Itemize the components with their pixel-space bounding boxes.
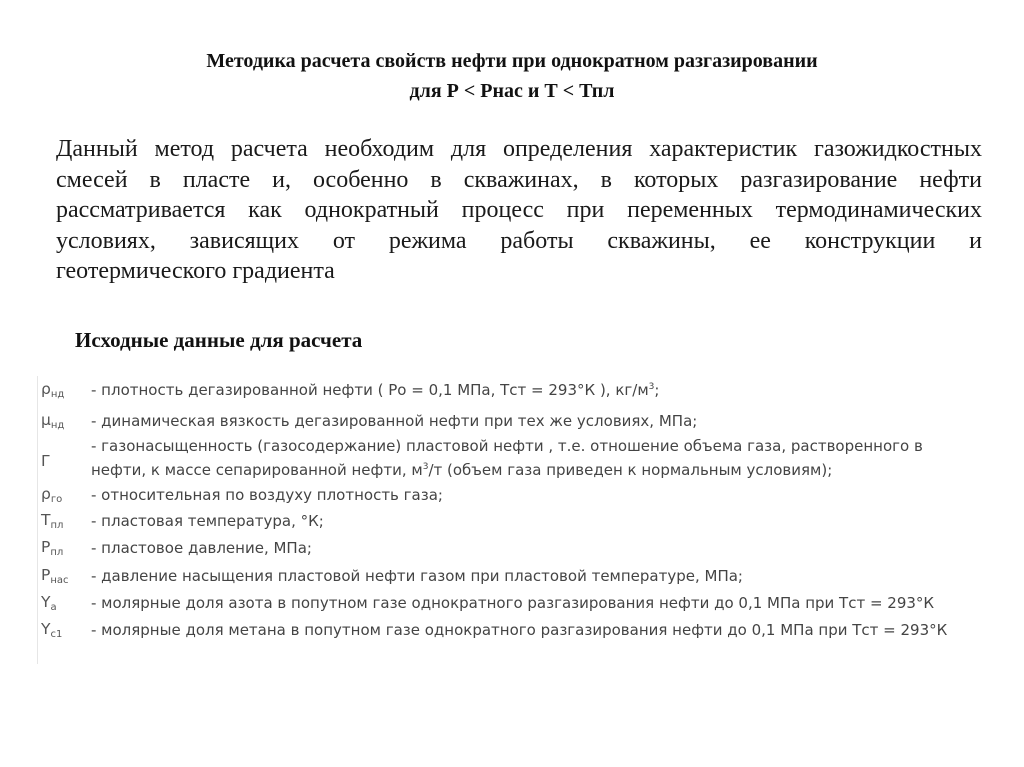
parameter-description-line-2: нефти, к массе сепарированной нефти, $м^3/т$ (объем газа приведен к нормальным условиям); [91,461,833,479]
parameter-symbol: $Р_{нас}$ [41,566,69,586]
title-line-2: для Р < Рнас и Т < Тпл [409,80,615,102]
parameter-list [37,376,988,664]
intro-line: геотермического градиента [56,258,335,284]
parameter-description-line-1: - газонасыщенность (газосодержание) пластовой нефти , т.е. отношение объема газа, растворенного в [91,437,923,455]
intro-paragraph [56,134,982,287]
parameter-symbol: Г [41,452,51,470]
parameter-description: - пластовая температура, °К; [91,512,324,530]
parameter-symbol: $\mu_{нд}$ [41,411,65,431]
intro-line: Данный метод расчета необходим для определения характеристик газожидкостных [56,136,982,162]
intro-line: условиях, зависящих от режима работы скважины, ее конструкции и [56,227,982,254]
parameter-description: - молярные доля азота в попутном газе однократного разгазирования нефти до 0,1 МПа при Тст = 293°К [91,594,935,612]
parameter-description: - плотность дегазированной нефти ( Ро = 0,1 МПа, Тст = 293°К ), $кг/м^3$; [91,381,660,399]
parameter-description: - молярные доля метана в попутном газе однократного разгазирования нефти до 0,1 МПа при Тст = 293°К [91,621,948,639]
slide-title [60,46,964,106]
parameter-description: - давление насыщения пластовой нефти газом при пластовой температуре, МПа; [91,567,743,585]
parameter-symbol: $Т_{пл}$ [41,511,64,531]
parameter-description: - пластовое давление, МПа; [91,539,312,557]
parameter-symbol: $Y_а$ [41,593,57,613]
parameter-description: - динамическая вязкость дегазированной нефти при тех же условиях, МПа; [91,412,698,430]
parameter-symbol: $\rho_{нд}$ [41,380,65,400]
parameter-symbol: $Р_{пл}$ [41,538,64,558]
intro-line: рассматривается как однократный процесс при переменных термодинамических [56,197,982,223]
parameter-symbol: $Y_{c1}$ [41,620,63,640]
title-line-1: Методика расчета свойств нефти при однократном разгазировании [206,50,818,72]
section-heading: Исходные данные для расчета [75,328,363,352]
parameter-description: - относительная по воздуху плотность газа; [91,486,443,504]
intro-line: смесей в пласте и, особенно в скважинах, в которых разгазирование нефти [56,166,982,193]
parameter-symbol: $\rho_{го}$ [41,485,63,505]
